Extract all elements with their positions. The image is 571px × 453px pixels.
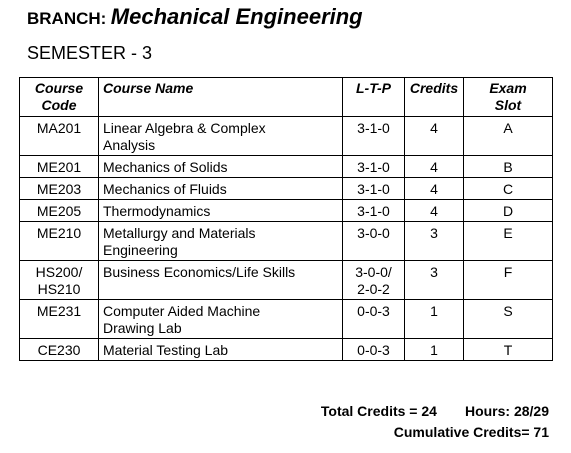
cell-exam-slot bbox=[464, 156, 553, 178]
table-row bbox=[20, 156, 553, 178]
header-exam-slot bbox=[464, 78, 553, 117]
cell-credits bbox=[405, 261, 464, 300]
cell-credits-text: 3 bbox=[430, 264, 438, 280]
cell-exam-slot bbox=[464, 300, 553, 339]
header-ltp-text: L-T-P bbox=[356, 80, 391, 96]
cell-course-name-line: Engineering bbox=[103, 242, 178, 258]
cell-credits-text: 4 bbox=[430, 181, 438, 197]
cell-course-name-line: Mechanics of Fluids bbox=[103, 181, 227, 197]
cell-course-name bbox=[99, 261, 343, 300]
header-credits-text: Credits bbox=[409, 80, 459, 96]
cell-ltp bbox=[343, 300, 405, 339]
cell-ltp bbox=[343, 261, 405, 300]
cell-course-code-line: CE230 bbox=[37, 342, 81, 358]
cell-course-name-line: Drawing Lab bbox=[103, 320, 182, 336]
table-row bbox=[20, 300, 553, 339]
cumulative-credits: Cumulative Credits= 71 bbox=[393, 424, 549, 440]
cell-course-code-line: ME210 bbox=[36, 225, 82, 241]
table-row bbox=[20, 178, 553, 200]
cell-exam-slot-text: E bbox=[503, 225, 513, 241]
cell-course-name-line: Linear Algebra & Complex bbox=[103, 120, 266, 136]
cell-exam-slot bbox=[464, 261, 553, 300]
cell-course-code-line: HS210 bbox=[37, 281, 81, 297]
cell-credits-text: 4 bbox=[430, 203, 438, 219]
cell-credits bbox=[405, 178, 464, 200]
cell-exam-slot bbox=[464, 339, 553, 361]
cell-course-code-line: HS200/ bbox=[35, 264, 83, 280]
table-row bbox=[20, 261, 553, 300]
cell-credits bbox=[405, 117, 464, 156]
cell-exam-slot bbox=[464, 222, 553, 261]
cell-course-name bbox=[99, 117, 343, 156]
cell-credits bbox=[405, 300, 464, 339]
cell-course-code-line: ME203 bbox=[36, 181, 82, 197]
cell-ltp-line: 3-0-0/ bbox=[355, 264, 392, 280]
semester-heading: SEMESTER - 3 bbox=[27, 43, 153, 63]
branch-heading bbox=[27, 4, 363, 30]
cell-credits bbox=[405, 222, 464, 261]
cell-exam-slot bbox=[464, 178, 553, 200]
cell-ltp bbox=[343, 156, 405, 178]
branch-name: Mechanical Engineering bbox=[110, 4, 363, 29]
cell-exam-slot bbox=[464, 200, 553, 222]
cell-credits-text: 4 bbox=[430, 159, 438, 175]
total-credits: Total Credits = 24 bbox=[320, 403, 437, 419]
cell-ltp-line: 0-0-3 bbox=[357, 303, 390, 319]
cell-course-code bbox=[20, 300, 99, 339]
header-course-name-text: Course Name bbox=[103, 80, 194, 96]
course-rows bbox=[20, 117, 553, 361]
cell-credits-text: 4 bbox=[430, 120, 438, 136]
header-ltp bbox=[343, 78, 405, 117]
cell-ltp bbox=[343, 178, 405, 200]
cell-course-code-line: ME201 bbox=[36, 159, 82, 175]
header-course-code-line2: Code bbox=[41, 97, 77, 113]
cell-credits-text: 1 bbox=[430, 303, 438, 319]
cell-exam-slot-text: T bbox=[503, 342, 513, 358]
cell-course-code-line: MA201 bbox=[36, 120, 82, 136]
cell-credits bbox=[405, 200, 464, 222]
cell-course-name-line: Computer Aided Machine bbox=[103, 303, 261, 319]
course-table bbox=[19, 77, 553, 361]
table-row bbox=[20, 339, 553, 361]
cell-ltp-line: 3-0-0 bbox=[357, 225, 390, 241]
cell-course-name bbox=[99, 200, 343, 222]
cell-course-name bbox=[99, 156, 343, 178]
cell-ltp-line: 3-1-0 bbox=[357, 181, 390, 197]
total-hours: Hours: 28/29 bbox=[464, 403, 549, 419]
cell-course-name bbox=[99, 222, 343, 261]
cell-ltp bbox=[343, 339, 405, 361]
cell-course-name-line: Metallurgy and Materials bbox=[103, 225, 256, 241]
cell-exam-slot-text: F bbox=[503, 264, 513, 280]
cell-ltp-line: 3-1-0 bbox=[357, 120, 390, 136]
totals-block bbox=[321, 401, 549, 443]
cell-credits-text: 3 bbox=[430, 225, 438, 241]
cell-course-name-line: Material Testing Lab bbox=[103, 342, 229, 358]
cell-course-name-line: Analysis bbox=[103, 137, 156, 153]
cell-course-code-line: ME231 bbox=[36, 303, 82, 319]
header-course-name bbox=[99, 78, 343, 117]
cell-ltp-line: 0-0-3 bbox=[357, 342, 390, 358]
cell-exam-slot-text: C bbox=[502, 181, 514, 197]
cell-course-code bbox=[20, 156, 99, 178]
totals-line-1 bbox=[321, 401, 549, 422]
cell-exam-slot-text: B bbox=[503, 159, 513, 175]
cell-credits bbox=[405, 339, 464, 361]
branch-label: BRANCH: bbox=[27, 9, 107, 28]
cell-ltp-line: 3-1-0 bbox=[357, 159, 390, 175]
cell-course-code bbox=[20, 178, 99, 200]
cell-ltp bbox=[343, 222, 405, 261]
cell-credits-text: 1 bbox=[430, 342, 438, 358]
header-course-code-line1: Course bbox=[34, 80, 84, 96]
cell-course-name bbox=[99, 178, 343, 200]
cell-course-name-line: Mechanics of Solids bbox=[103, 159, 228, 175]
cell-credits bbox=[405, 156, 464, 178]
cell-ltp-line: 3-1-0 bbox=[357, 203, 390, 219]
table-row bbox=[20, 200, 553, 222]
cell-course-code bbox=[20, 117, 99, 156]
cell-course-name bbox=[99, 300, 343, 339]
cell-ltp-line: 2-0-2 bbox=[357, 281, 390, 297]
cell-ltp bbox=[343, 117, 405, 156]
table-header-row bbox=[20, 78, 553, 117]
header-exam-slot-line2: Slot bbox=[494, 97, 522, 113]
cell-course-code bbox=[20, 261, 99, 300]
header-course-code bbox=[20, 78, 99, 117]
cell-course-code bbox=[20, 200, 99, 222]
header-credits bbox=[405, 78, 464, 117]
cell-course-code bbox=[20, 222, 99, 261]
table-row bbox=[20, 117, 553, 156]
cell-exam-slot-text: A bbox=[503, 120, 513, 136]
header-exam-slot-line1: Exam bbox=[489, 80, 527, 96]
cell-exam-slot bbox=[464, 117, 553, 156]
cell-course-code-line: ME205 bbox=[36, 203, 82, 219]
table-row bbox=[20, 222, 553, 261]
cell-course-name-line: Business Economics/Life Skills bbox=[103, 264, 296, 280]
cell-course-name bbox=[99, 339, 343, 361]
cell-ltp bbox=[343, 200, 405, 222]
cell-course-name-line: Thermodynamics bbox=[103, 203, 211, 219]
cell-exam-slot-text: D bbox=[502, 203, 514, 219]
cell-exam-slot-text: S bbox=[503, 303, 513, 319]
cell-course-code bbox=[20, 339, 99, 361]
